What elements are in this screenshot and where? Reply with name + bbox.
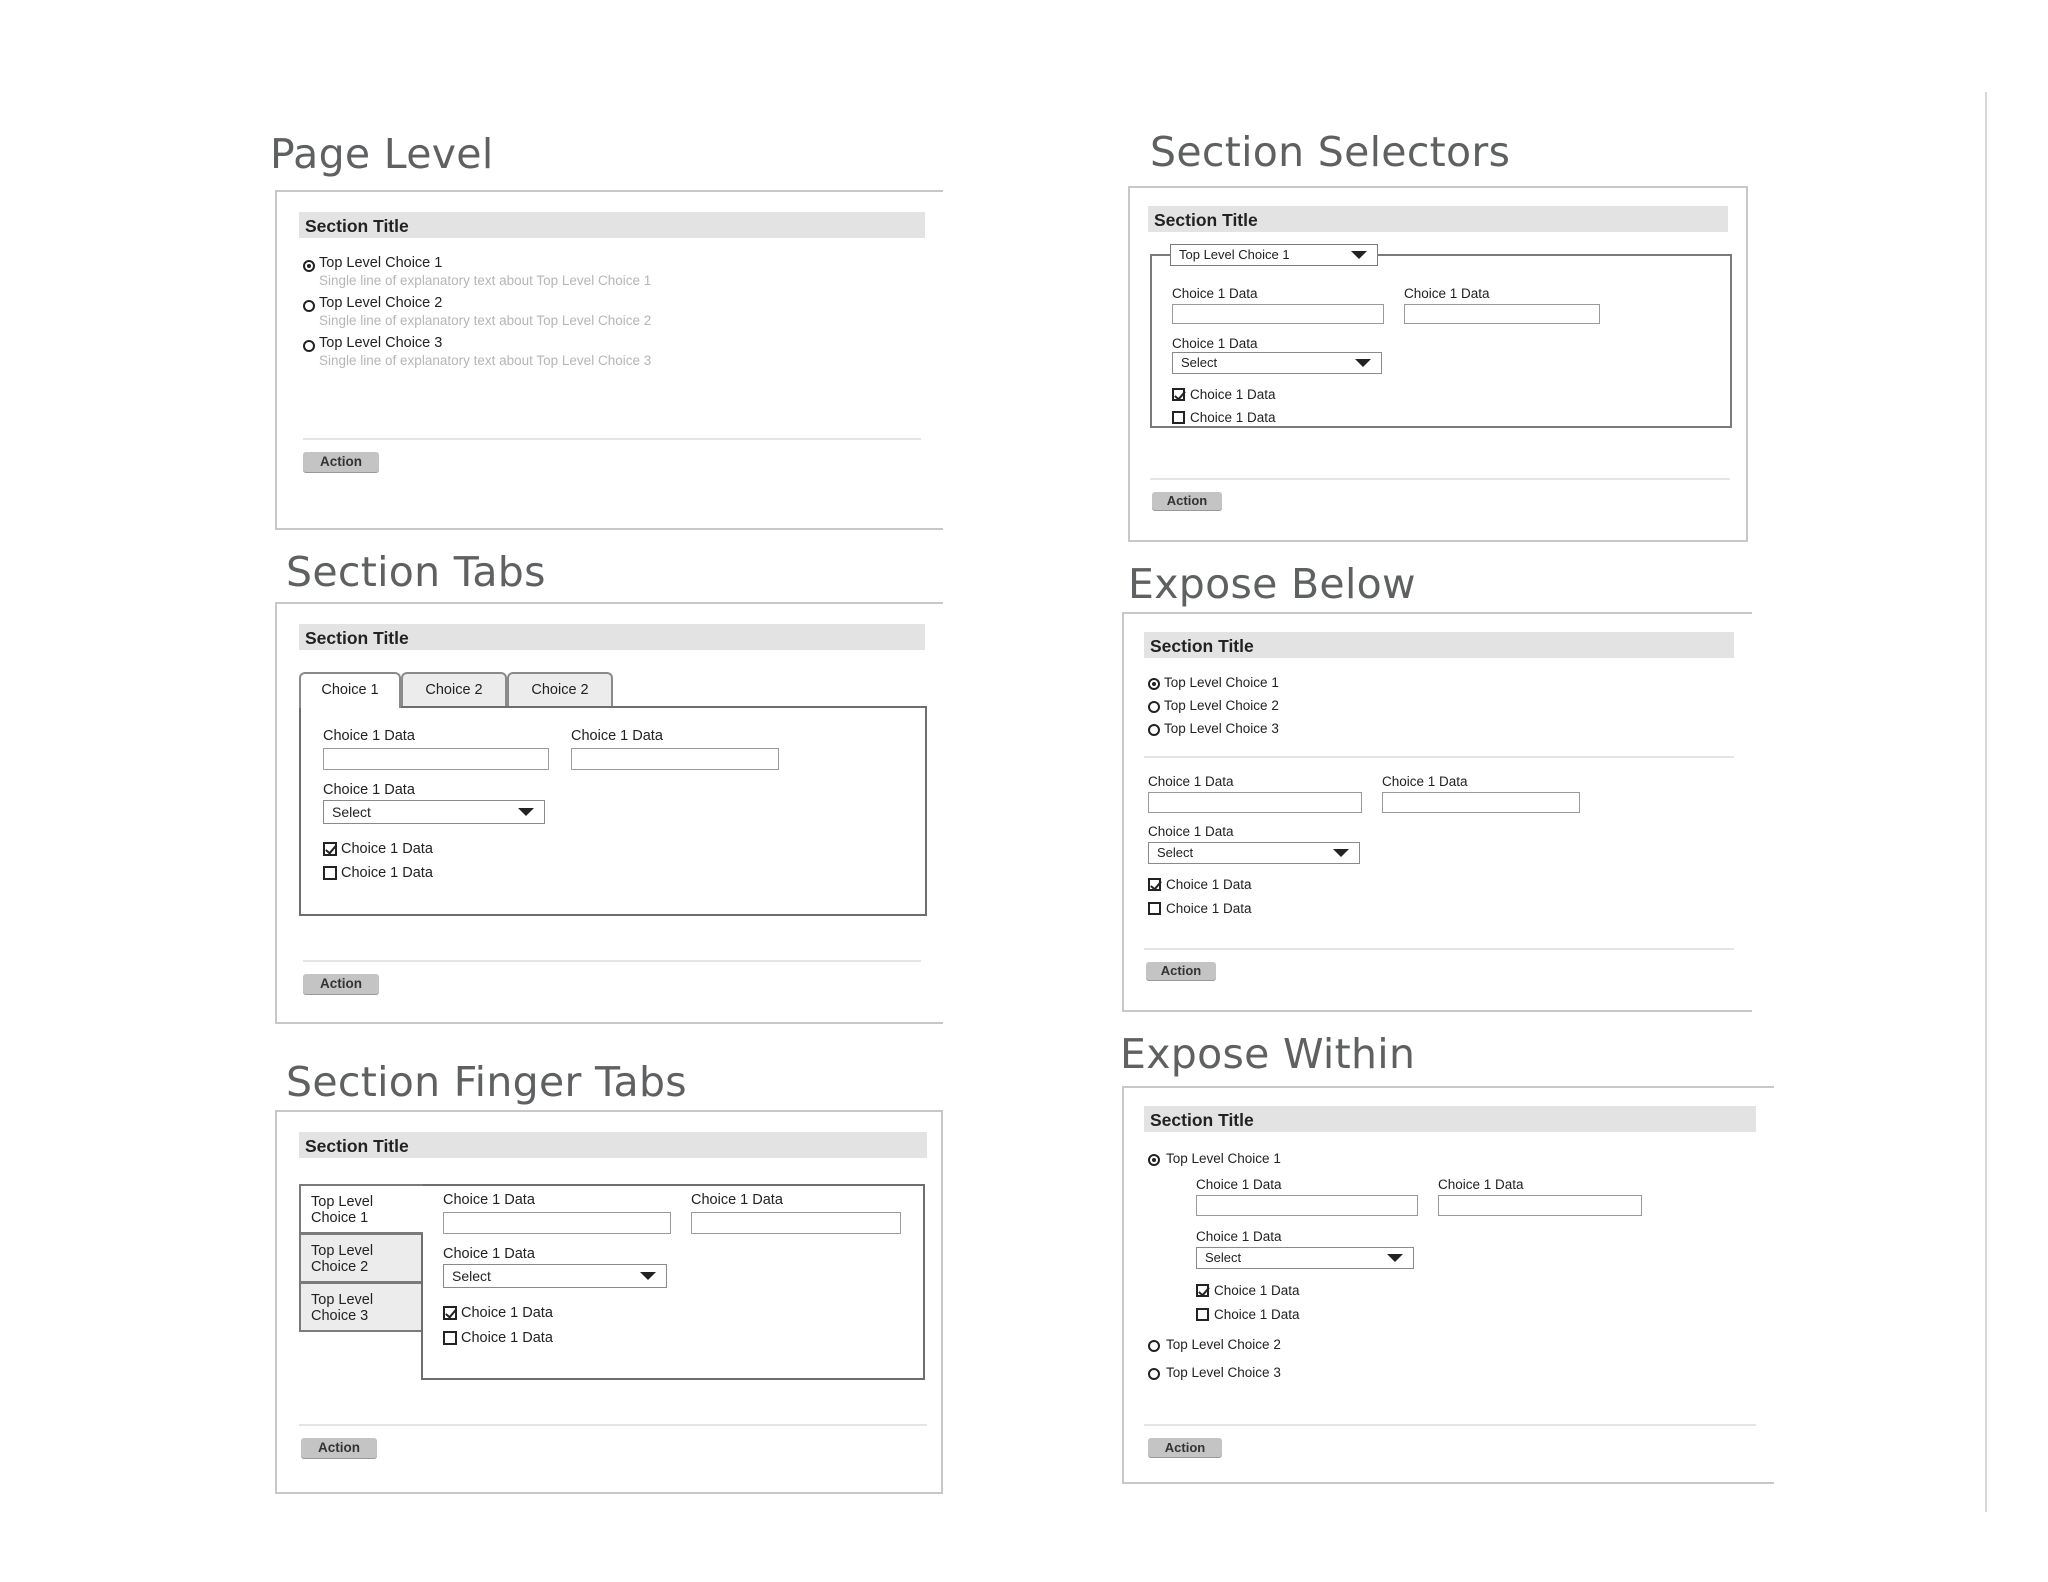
checkbox-checked[interactable]: [1148, 878, 1161, 891]
field-label: Choice 1 Data: [1148, 824, 1234, 839]
radio-top-level-choice-2[interactable]: [1148, 701, 1160, 713]
checkbox-label: Choice 1 Data: [1190, 410, 1276, 425]
expose-within-panel: [1122, 1086, 1774, 1484]
radio-top-level-choice-3[interactable]: [1148, 1368, 1160, 1380]
select-dropdown[interactable]: [443, 1264, 667, 1288]
text-input[interactable]: [1382, 792, 1580, 813]
checkbox-label: Choice 1 Data: [341, 841, 433, 857]
field-label: Choice 1 Data: [1172, 336, 1258, 351]
field-label: Choice 1 Data: [571, 728, 663, 744]
choice-label: Top Level Choice 3: [1166, 1365, 1281, 1380]
chevron-down-icon: [518, 808, 534, 816]
field-label: Choice 1 Data: [443, 1246, 535, 1262]
section-title: Section Title: [1144, 1106, 1756, 1132]
chevron-down-icon: [1351, 251, 1367, 259]
radio-top-level-choice-1[interactable]: [1148, 678, 1160, 690]
checkbox-label: Choice 1 Data: [1166, 877, 1252, 892]
field-label: Choice 1 Data: [1382, 774, 1468, 789]
text-input[interactable]: [1148, 792, 1362, 813]
section-tabs-panel: [275, 602, 943, 1024]
checkbox-unchecked[interactable]: [1148, 902, 1161, 915]
heading-section-tabs: Section Tabs: [286, 548, 546, 596]
text-input[interactable]: [323, 748, 549, 770]
radio-top-level-choice-1[interactable]: [1148, 1154, 1160, 1166]
top-level-choice-selector[interactable]: [1170, 244, 1378, 266]
text-input[interactable]: [1172, 304, 1384, 324]
select-value: Select: [452, 1268, 491, 1284]
text-input[interactable]: [1196, 1195, 1418, 1216]
action-button[interactable]: Action: [1146, 962, 1216, 980]
heading-expose-below: Expose Below: [1128, 560, 1416, 608]
select-dropdown[interactable]: [1196, 1247, 1414, 1269]
choice-label: Top Level Choice 1: [1164, 675, 1279, 690]
section-title: Section Title: [299, 1132, 927, 1158]
selector-content-box: [1150, 254, 1732, 428]
finger-tab-choice-2[interactable]: Top Level Choice 2: [299, 1233, 423, 1283]
choice-help-text: Single line of explanatory text about Top Level Choice 1: [319, 273, 652, 288]
chevron-down-icon: [1333, 849, 1349, 857]
action-button[interactable]: Action: [303, 452, 379, 472]
chevron-down-icon: [640, 1272, 656, 1280]
heading-expose-within: Expose Within: [1120, 1030, 1416, 1078]
heading-section-selectors: Section Selectors: [1150, 128, 1511, 176]
section-selectors-panel: [1128, 186, 1748, 542]
field-label: Choice 1 Data: [1196, 1177, 1282, 1192]
checkbox-label: Choice 1 Data: [1214, 1283, 1300, 1298]
choice-label: Top Level Choice 1: [319, 255, 443, 271]
divider: [1150, 478, 1730, 480]
field-label: Choice 1 Data: [1438, 1177, 1524, 1192]
checkbox-label: Choice 1 Data: [1166, 901, 1252, 916]
heading-page-level: Page Level: [270, 130, 494, 178]
section-title: Section Title: [299, 624, 925, 650]
tab-content-box: [299, 706, 927, 916]
action-button[interactable]: Action: [1148, 1438, 1222, 1457]
finger-tab-content-box: [421, 1184, 925, 1380]
divider: [1144, 1424, 1756, 1426]
field-label: Choice 1 Data: [1148, 774, 1234, 789]
select-dropdown[interactable]: [1148, 842, 1360, 864]
divider: [303, 960, 921, 962]
finger-tabs-panel: [275, 1110, 943, 1494]
text-input[interactable]: [571, 748, 779, 770]
checkbox-label: Choice 1 Data: [341, 865, 433, 881]
tab-choice-3[interactable]: Choice 2: [507, 672, 613, 706]
choice-label: Top Level Choice 1: [1166, 1151, 1281, 1166]
action-button[interactable]: Action: [1152, 492, 1222, 510]
checkbox-checked[interactable]: [323, 842, 337, 856]
page-edge-rule: [1985, 92, 1987, 1512]
select-value: Select: [332, 804, 371, 820]
field-label: Choice 1 Data: [691, 1192, 783, 1208]
select-value: Select: [1181, 355, 1218, 370]
section-title: Section Title: [1148, 206, 1728, 232]
field-label: Choice 1 Data: [1172, 286, 1258, 301]
checkbox-checked[interactable]: [1172, 388, 1185, 401]
text-input[interactable]: [1404, 304, 1600, 324]
checkbox-label: Choice 1 Data: [461, 1305, 553, 1321]
section-title: Section Title: [1144, 632, 1734, 658]
checkbox-unchecked[interactable]: [443, 1331, 457, 1345]
checkbox-label: Choice 1 Data: [461, 1330, 553, 1346]
select-dropdown[interactable]: [323, 800, 545, 824]
checkbox-unchecked[interactable]: [323, 866, 337, 880]
heading-section-finger-tabs: Section Finger Tabs: [286, 1058, 687, 1106]
choice-label: Top Level Choice 2: [319, 295, 443, 311]
checkbox-unchecked[interactable]: [1196, 1308, 1209, 1321]
chevron-down-icon: [1355, 359, 1371, 367]
selector-value: Top Level Choice 1: [1179, 247, 1290, 262]
field-label: Choice 1 Data: [323, 782, 415, 798]
chevron-down-icon: [1387, 1254, 1403, 1262]
checkbox-unchecked[interactable]: [1172, 411, 1185, 424]
radio-top-level-choice-2[interactable]: [1148, 1340, 1160, 1352]
action-button[interactable]: Action: [303, 974, 379, 994]
choice-help-text: Single line of explanatory text about Top Level Choice 3: [319, 353, 652, 368]
divider: [299, 1424, 927, 1426]
choice-label: Top Level Choice 3: [319, 335, 443, 351]
text-input[interactable]: [443, 1212, 671, 1234]
choice-label: Top Level Choice 2: [1166, 1337, 1281, 1352]
finger-tab-choice-3[interactable]: Top Level Choice 3: [299, 1282, 423, 1332]
checkbox-checked[interactable]: [1196, 1284, 1209, 1297]
field-label: Choice 1 Data: [443, 1192, 535, 1208]
text-input[interactable]: [691, 1212, 901, 1234]
page-level-panel: [275, 190, 943, 530]
choice-label: Top Level Choice 2: [1164, 698, 1279, 713]
radio-top-level-choice-3[interactable]: [1148, 724, 1160, 736]
text-input[interactable]: [1438, 1195, 1642, 1216]
choice-help-text: Single line of explanatory text about Top Level Choice 2: [319, 313, 652, 328]
expose-below-panel: [1122, 612, 1752, 1012]
checkbox-label: Choice 1 Data: [1190, 387, 1276, 402]
radio-top-level-choice-3[interactable]: [303, 340, 315, 352]
checkbox-label: Choice 1 Data: [1214, 1307, 1300, 1322]
tab-choice-1[interactable]: Choice 1: [299, 672, 401, 708]
divider: [1144, 756, 1734, 758]
tab-choice-2[interactable]: Choice 2: [401, 672, 507, 706]
divider: [303, 438, 921, 440]
choice-label: Top Level Choice 3: [1164, 721, 1279, 736]
field-label: Choice 1 Data: [323, 728, 415, 744]
finger-tab-choice-1[interactable]: Top Level Choice 1: [299, 1184, 423, 1234]
divider: [1144, 948, 1734, 950]
select-dropdown[interactable]: [1172, 352, 1382, 374]
action-button[interactable]: Action: [301, 1438, 377, 1458]
field-label: Choice 1 Data: [1196, 1229, 1282, 1244]
checkbox-checked[interactable]: [443, 1306, 457, 1320]
section-title: Section Title: [299, 212, 925, 238]
field-label: Choice 1 Data: [1404, 286, 1490, 301]
radio-top-level-choice-2[interactable]: [303, 300, 315, 312]
select-value: Select: [1157, 845, 1194, 860]
select-value: Select: [1205, 1250, 1242, 1265]
radio-top-level-choice-1[interactable]: [303, 260, 315, 272]
